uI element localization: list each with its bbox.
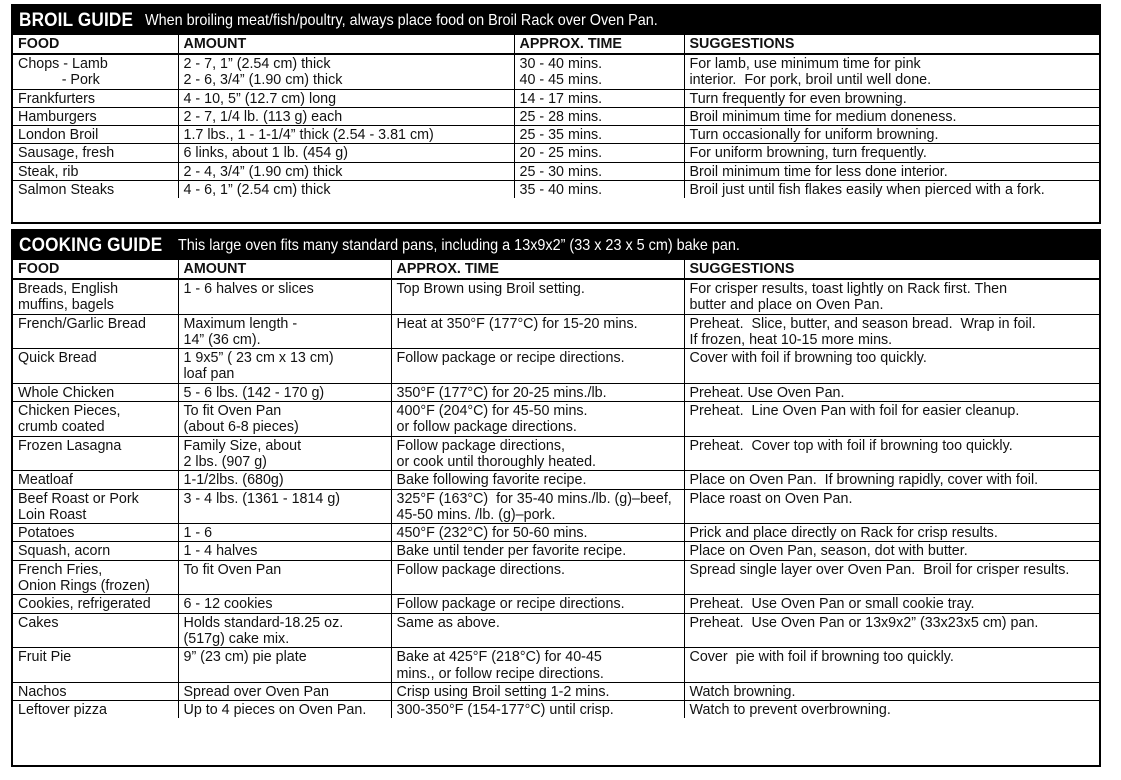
suggestions-cell <box>684 89 1099 107</box>
food-cell <box>13 648 178 683</box>
table-row <box>13 701 1099 719</box>
cell-text-line: French/Garlic Bread <box>18 315 146 332</box>
header-suggestions: SUGGESTIONS <box>684 35 1099 54</box>
cell-text-line: Preheat. Use Oven Pan or 13x9x2” (33x23x5 cm) pan. <box>689 614 1039 631</box>
approx-time-cell <box>514 144 684 162</box>
amount-cell <box>178 144 514 162</box>
table-row <box>13 349 1099 384</box>
cell-text-line: 325°F (163°C) for 35-40 mins./lb. (g)–beef, <box>396 490 672 507</box>
cell-text-line: 2 - 4, 3/4” (1.90 cm) thick <box>183 163 343 180</box>
amount-cell <box>178 107 514 125</box>
amount-cell <box>178 402 391 437</box>
cell-text-line: Follow package or recipe directions. <box>396 596 625 613</box>
cell-text-line: 400°F (204°C) for 45-50 mins. <box>396 403 588 420</box>
approx-time-cell <box>391 436 684 471</box>
amount-cell <box>178 181 514 199</box>
food-cell <box>13 181 178 199</box>
cooking-guide-title: COOKING GUIDE <box>19 234 163 256</box>
table-row <box>13 613 1099 648</box>
food-cell <box>13 560 178 595</box>
cell-text-line: 2 - 7, 1/4 lb. (113 g) each <box>183 108 343 125</box>
cell-text-line: To fit Oven Pan <box>183 561 282 578</box>
suggestions-cell <box>684 181 1099 199</box>
cell-text-line: Top Brown using Broil setting. <box>396 281 585 297</box>
cell-text-line: Bake until tender per favorite recipe. <box>396 543 627 560</box>
suggestions-cell <box>684 314 1099 349</box>
cell-text-line: Broil minimum time for less done interior. <box>689 163 948 180</box>
cell-text-line: For lamb, use minimum time for pink <box>689 56 921 72</box>
table-row <box>13 524 1099 542</box>
table-row <box>13 162 1099 180</box>
cell-text-line: To fit Oven Pan <box>183 403 282 420</box>
cell-text-line: For crisper results, toast lightly on Rack first. Then <box>689 281 1008 297</box>
cell-text-line: 4 - 10, 5” (12.7 cm) long <box>183 90 337 107</box>
food-cell <box>13 542 178 560</box>
suggestions-cell <box>684 107 1099 125</box>
approx-time-cell <box>391 682 684 700</box>
cell-text-line: Follow package or recipe directions. <box>396 350 625 367</box>
cell-text-line: Whole Chicken <box>18 384 115 401</box>
approx-time-cell <box>514 181 684 199</box>
cell-text-line: 1-1/2lbs. (680g) <box>183 472 284 489</box>
table-row <box>13 383 1099 401</box>
cell-text-line: Onion Rings (frozen) <box>18 578 150 595</box>
table-row <box>13 402 1099 437</box>
cell-text-line: Preheat. Slice, butter, and season bread. Wrap in foil. <box>689 315 1036 332</box>
cell-text-line: Nachos <box>18 683 67 700</box>
food-cell <box>13 524 178 542</box>
approx-time-cell <box>514 107 684 125</box>
table-row <box>13 595 1099 613</box>
table-row <box>13 126 1099 144</box>
approx-time-cell <box>514 54 684 89</box>
broil-guide-title: BROIL GUIDE <box>19 9 134 31</box>
cell-text-line: Hamburgers <box>18 108 97 125</box>
cell-text-line: 2 - 7, 1” (2.54 cm) thick <box>183 56 331 72</box>
suggestions-cell <box>684 383 1099 401</box>
food-cell <box>13 383 178 401</box>
cell-text-line: Spread single layer over Oven Pan. Broil for crisper results. <box>689 561 1070 578</box>
cell-text-line: 25 - 30 mins. <box>519 163 603 180</box>
table-row <box>13 89 1099 107</box>
cell-text-line: Same as above. <box>396 614 500 631</box>
cell-text-line: Cookies, refrigerated <box>18 596 151 613</box>
cell-text-line: 30 - 40 mins. <box>519 56 603 72</box>
cooking-guide-subtitle: This large oven fits many standard pans, including a 13x9x2” (33 x 23 x 5 cm) bake pan. <box>177 236 740 254</box>
cell-text-line: 5 - 6 lbs. (142 - 170 g) <box>183 384 325 401</box>
amount-cell <box>178 682 391 700</box>
suggestions-cell <box>684 560 1099 595</box>
table-row <box>13 560 1099 595</box>
cell-text-line: Prick and place directly on Rack for crisp results. <box>689 525 998 542</box>
cell-text-line: Place on Oven Pan, season, dot with butter. <box>689 543 968 560</box>
broil-guide-table <box>13 35 1099 198</box>
food-cell <box>13 126 178 144</box>
amount-cell <box>178 560 391 595</box>
cell-text-line: 6 links, about 1 lb. (454 g) <box>183 145 349 162</box>
suggestions-cell <box>684 162 1099 180</box>
cell-text-line: Preheat. Use Oven Pan. <box>689 384 845 401</box>
cell-text-line: Follow package directions. <box>396 561 565 578</box>
suggestions-cell <box>684 436 1099 471</box>
cell-text-line: 25 - 28 mins. <box>519 108 603 125</box>
table-row <box>13 648 1099 683</box>
table-row <box>13 489 1099 524</box>
cell-text-line: Bake following favorite recipe. <box>396 472 587 489</box>
header-food: FOOD <box>13 35 178 54</box>
suggestions-cell <box>684 126 1099 144</box>
cell-text-line: Watch browning. <box>689 683 796 700</box>
cell-text-line: Holds standard-18.25 oz. <box>183 614 344 631</box>
suggestions-cell <box>684 54 1099 89</box>
suggestions-cell <box>684 402 1099 437</box>
approx-time-cell <box>514 162 684 180</box>
cell-text-line: Broil minimum time for medium doneness. <box>689 108 957 125</box>
food-cell <box>13 314 178 349</box>
cell-text-line: 1 - 4 halves <box>183 543 258 560</box>
approx-time-cell <box>391 701 684 719</box>
amount-cell <box>178 524 391 542</box>
food-cell <box>13 349 178 384</box>
suggestions-cell <box>684 682 1099 700</box>
suggestions-cell <box>684 524 1099 542</box>
amount-cell <box>178 595 391 613</box>
cell-text-line: (517g) cake mix. <box>183 630 290 647</box>
cell-text-line: Cakes <box>18 614 59 631</box>
approx-time-cell <box>391 314 684 349</box>
food-cell <box>13 613 178 648</box>
table-row <box>13 144 1099 162</box>
header-suggestions: SUGGESTIONS <box>684 260 1099 279</box>
cell-text-line: Sausage, fresh <box>18 145 115 162</box>
approx-time-cell <box>514 89 684 107</box>
cell-text-line: butter and place on Oven Pan. <box>689 297 884 314</box>
broil-guide-panel <box>11 4 1101 224</box>
cell-text-line: 1 - 6 halves or slices <box>183 281 314 297</box>
cell-text-line: 350°F (177°C) for 20-25 mins./lb. <box>396 384 607 401</box>
table-row <box>13 682 1099 700</box>
cell-text-line: Bake at 425°F (218°C) for 40-45 <box>396 649 602 666</box>
table-row <box>13 279 1099 314</box>
table-row <box>13 471 1099 489</box>
cell-text-line: 450°F (232°C) for 50-60 mins. <box>396 525 588 542</box>
cell-text-line: Chicken Pieces, <box>18 403 121 420</box>
cell-text-line: 35 - 40 mins. <box>519 182 603 199</box>
cell-text-line: Turn frequently for even browning. <box>689 90 907 107</box>
cell-text-line: or follow package directions. <box>396 419 577 436</box>
approx-time-cell <box>391 349 684 384</box>
cell-text-line: Follow package directions, <box>396 437 565 454</box>
cell-text-line: Quick Bread <box>18 350 97 367</box>
suggestions-cell <box>684 489 1099 524</box>
cell-text-line: London Broil <box>18 127 99 144</box>
cell-text-line: Broil just until fish flakes easily when pierced with a fork. <box>689 182 1045 199</box>
food-cell <box>13 471 178 489</box>
cell-text-line: 40 - 45 mins. <box>519 72 603 89</box>
cell-text-line: Steak, rib <box>18 163 79 180</box>
broil-guide-subtitle: When broiling meat/fish/poultry, always place food on Broil Rack over Oven Pan. <box>144 11 658 29</box>
cell-text-line: Salmon Steaks <box>18 182 115 199</box>
cell-text-line: If frozen, heat 10-15 more mins. <box>689 331 893 348</box>
approx-time-cell <box>391 613 684 648</box>
cell-text-line: (about 6-8 pieces) <box>183 419 299 436</box>
approx-time-cell <box>391 383 684 401</box>
suggestions-cell <box>684 613 1099 648</box>
approx-time-cell <box>514 126 684 144</box>
cell-text-line: Squash, acorn <box>18 543 111 560</box>
amount-cell <box>178 701 391 719</box>
header-amount: AMOUNT <box>178 260 391 279</box>
food-cell <box>13 54 178 89</box>
cell-text-line: Fruit Pie <box>18 649 72 666</box>
cell-text-line: 9” (23 cm) pie plate <box>183 649 307 666</box>
approx-time-cell <box>391 560 684 595</box>
cell-text-line: French Fries, <box>18 561 103 578</box>
cooking-guide-rows <box>13 279 1099 718</box>
amount-cell <box>178 89 514 107</box>
cell-text-line: Cover with foil if browning too quickly. <box>689 350 927 367</box>
cell-text-line: or cook until thoroughly heated. <box>396 453 596 470</box>
cell-text-line: Place roast on Oven Pan. <box>689 490 853 507</box>
food-cell <box>13 595 178 613</box>
food-cell <box>13 402 178 437</box>
cell-text-line: 3 - 4 lbs. (1361 - 1814 g) <box>183 490 341 507</box>
approx-time-cell <box>391 595 684 613</box>
food-cell <box>13 489 178 524</box>
suggestions-cell <box>684 279 1099 314</box>
cell-text-line: Up to 4 pieces on Oven Pan. <box>183 702 367 719</box>
cell-text-line: 25 - 35 mins. <box>519 127 603 144</box>
cell-text-line: 1 9x5” ( 23 cm x 13 cm) <box>183 350 334 367</box>
cell-text-line: For uniform browning, turn frequently. <box>689 145 927 162</box>
header-amount: AMOUNT <box>178 35 514 54</box>
cell-text-line: Heat at 350°F (177°C) for 15-20 mins. <box>396 315 638 332</box>
cell-text-line: 45-50 mins. /lb. (g)–pork. <box>396 506 556 523</box>
amount-cell <box>178 314 391 349</box>
cell-text-line: crumb coated <box>18 419 105 436</box>
cell-text-line: muffins, bagels <box>18 297 114 314</box>
cell-text-line: Preheat. Cover top with foil if browning too quickly. <box>689 437 1013 454</box>
suggestions-cell <box>684 648 1099 683</box>
cell-text-line: Watch to prevent overbrowning. <box>689 702 891 719</box>
amount-cell <box>178 126 514 144</box>
cell-text-line: 2 - 6, 3/4” (1.90 cm) thick <box>183 72 343 89</box>
approx-time-cell <box>391 471 684 489</box>
approx-time-cell <box>391 402 684 437</box>
suggestions-cell <box>684 542 1099 560</box>
cell-text-line: Leftover pizza <box>18 702 108 719</box>
broil-guide-rows <box>13 54 1099 198</box>
table-row <box>13 107 1099 125</box>
amount-cell <box>178 489 391 524</box>
cell-text-line: - Pork <box>18 72 100 89</box>
food-cell <box>13 701 178 719</box>
broil-guide-banner <box>13 6 1099 35</box>
cell-text-line: Family Size, about <box>183 437 302 454</box>
cell-text-line: Preheat. Line Oven Pan with foil for easier cleanup. <box>689 403 1020 420</box>
cell-text-line: loaf pan <box>183 366 235 383</box>
table-row <box>13 314 1099 349</box>
food-cell <box>13 279 178 314</box>
suggestions-cell <box>684 349 1099 384</box>
cell-text-line: 300-350°F (154-177°C) until crisp. <box>396 702 614 719</box>
cell-text-line: 14” (36 cm). <box>183 331 261 348</box>
food-cell <box>13 144 178 162</box>
approx-time-cell <box>391 648 684 683</box>
amount-cell <box>178 542 391 560</box>
approx-time-cell <box>391 279 684 314</box>
approx-time-cell <box>391 542 684 560</box>
header-approx-time: APPROX. TIME <box>514 35 684 54</box>
cell-text-line: 1.7 lbs., 1 - 1-1/4” thick (2.54 - 3.81 cm) <box>183 127 434 144</box>
header-approx-time: APPROX. TIME <box>391 260 684 279</box>
approx-time-cell <box>391 524 684 542</box>
food-cell <box>13 107 178 125</box>
amount-cell <box>178 162 514 180</box>
header-food: FOOD <box>13 260 178 279</box>
cell-text-line: Breads, English <box>18 281 119 297</box>
amount-cell <box>178 383 391 401</box>
amount-cell <box>178 54 514 89</box>
food-cell <box>13 436 178 471</box>
table-row <box>13 542 1099 560</box>
approx-time-cell <box>391 489 684 524</box>
cell-text-line: Meatloaf <box>18 472 73 489</box>
amount-cell <box>178 349 391 384</box>
cooking-guide-panel <box>11 229 1101 767</box>
cooking-guide-banner <box>13 231 1099 260</box>
food-cell <box>13 682 178 700</box>
suggestions-cell <box>684 701 1099 719</box>
suggestions-cell <box>684 144 1099 162</box>
table-row <box>13 181 1099 199</box>
cell-text-line: Frozen Lasagna <box>18 437 122 454</box>
cell-text-line: 20 - 25 mins. <box>519 145 603 162</box>
cell-text-line: 14 - 17 mins. <box>519 90 603 107</box>
cell-text-line: Place on Oven Pan. If browning rapidly, cover with foil. <box>689 472 1039 489</box>
cell-text-line: Frankfurters <box>18 90 96 107</box>
cell-text-line: 4 - 6, 1” (2.54 cm) thick <box>183 182 331 199</box>
food-cell <box>13 89 178 107</box>
food-cell <box>13 162 178 180</box>
amount-cell <box>178 648 391 683</box>
suggestions-cell <box>684 471 1099 489</box>
cell-text-line: Beef Roast or Pork <box>18 490 139 507</box>
cell-text-line: 2 lbs. (907 g) <box>183 453 267 470</box>
cell-text-line: Cover pie with foil if browning too quickly. <box>689 649 954 666</box>
table-row <box>13 54 1099 89</box>
amount-cell <box>178 436 391 471</box>
cell-text-line: Loin Roast <box>18 506 87 523</box>
cell-text-line: Preheat. Use Oven Pan or small cookie tray. <box>689 596 975 613</box>
cell-text-line: mins., or follow recipe directions. <box>396 665 604 682</box>
amount-cell <box>178 279 391 314</box>
cell-text-line: interior. For pork, broil until well done. <box>689 72 932 89</box>
cooking-guide-table <box>13 260 1099 718</box>
amount-cell <box>178 613 391 648</box>
cell-text-line: Turn occasionally for uniform browning. <box>689 127 939 144</box>
table-row <box>13 436 1099 471</box>
cell-text-line: Chops - Lamb <box>18 56 108 72</box>
cell-text-line: Maximum length - <box>183 315 298 332</box>
cell-text-line: Potatoes <box>18 525 75 542</box>
cell-text-line: Spread over Oven Pan <box>183 683 329 700</box>
cell-text-line: 6 - 12 cookies <box>183 596 273 613</box>
suggestions-cell <box>684 595 1099 613</box>
cell-text-line: Crisp using Broil setting 1-2 mins. <box>396 683 610 700</box>
cell-text-line: 1 - 6 <box>183 525 213 542</box>
amount-cell <box>178 471 391 489</box>
